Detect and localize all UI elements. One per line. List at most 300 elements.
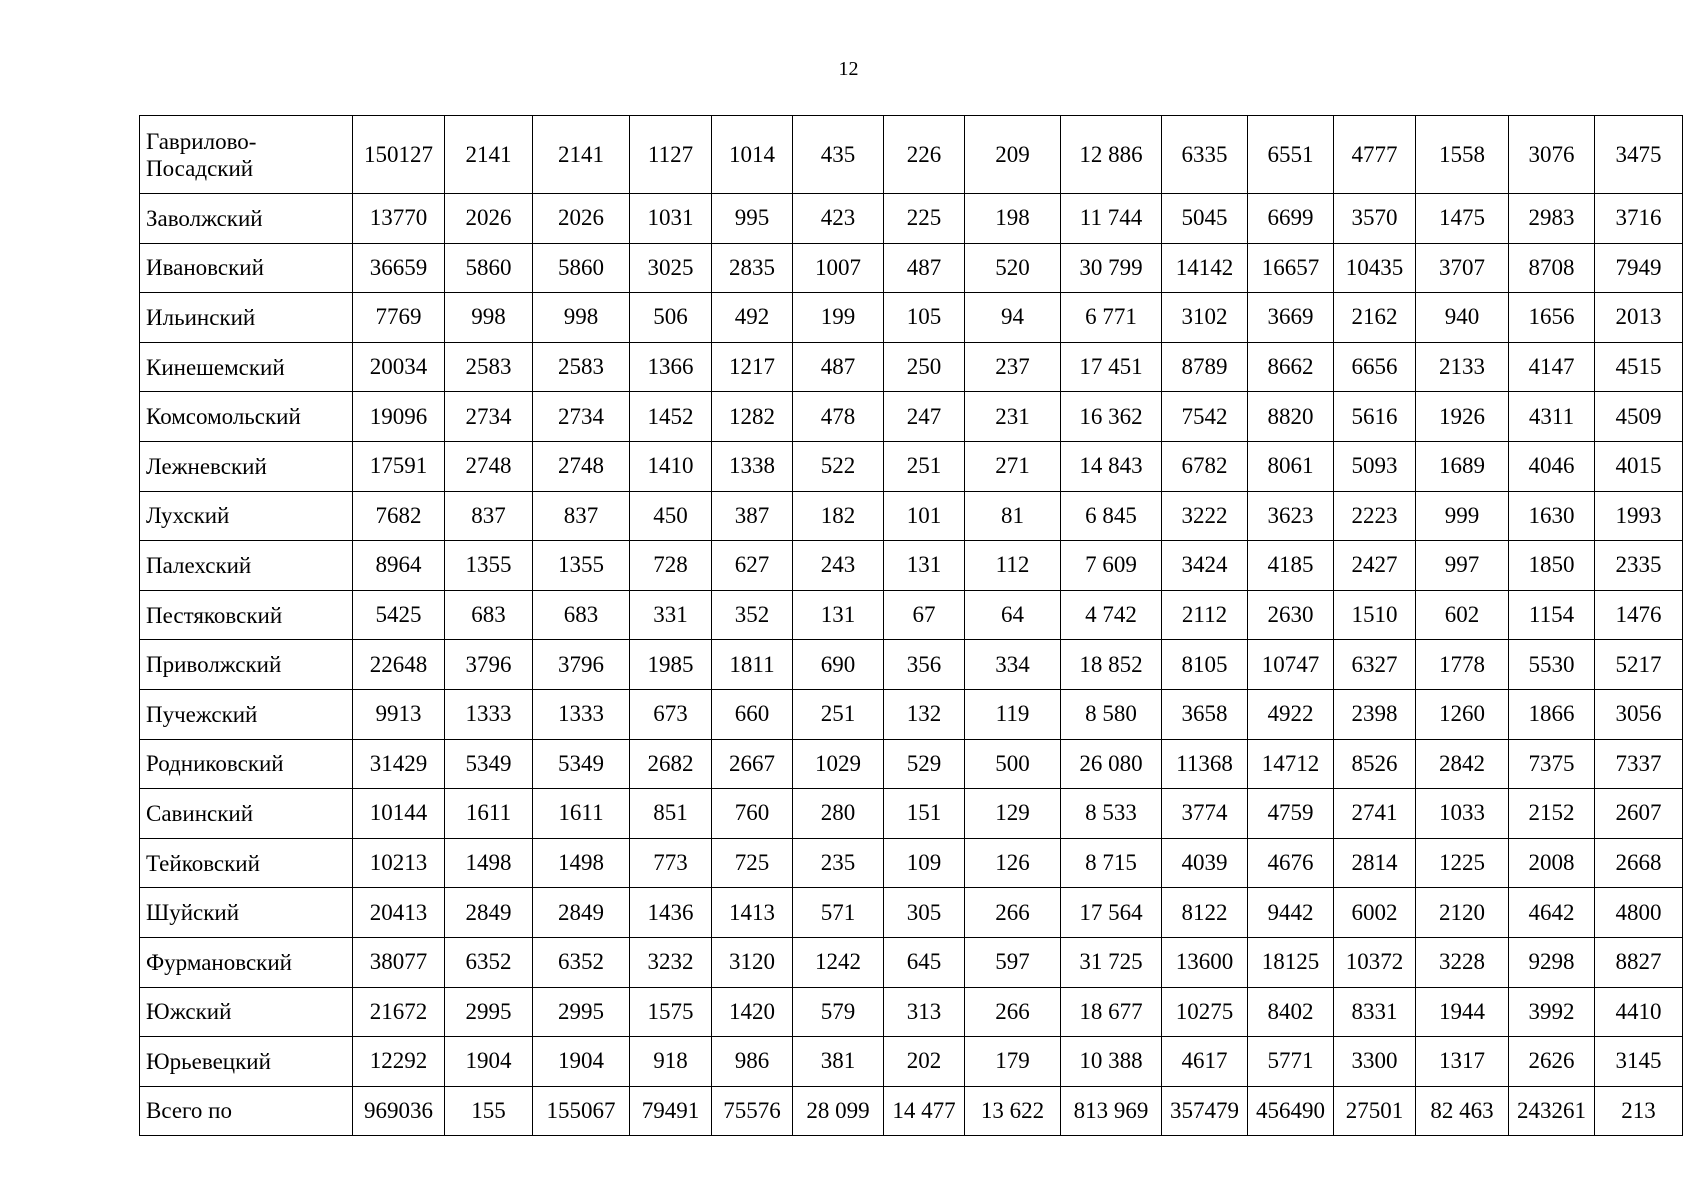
value-cell: 16657 [1248,243,1334,293]
value-cell: 2849 [445,888,533,938]
value-cell: 4759 [1248,789,1334,839]
value-cell: 1031 [630,194,712,244]
table-row [140,838,1683,888]
value-cell: 21672 [353,987,445,1037]
value-cell: 995 [712,194,793,244]
value-cell: 1575 [630,987,712,1037]
value-cell: 2667 [712,739,793,789]
value-cell: 969036 [353,1086,445,1136]
value-cell: 918 [630,1037,712,1087]
value-cell: 1944 [1416,987,1509,1037]
value-cell: 11 744 [1061,194,1162,244]
value-cell: 334 [965,640,1061,690]
value-cell: 119 [965,689,1061,739]
value-cell: 1611 [533,789,630,839]
value-cell: 2008 [1509,838,1595,888]
table-row [140,541,1683,591]
value-cell: 18 677 [1061,987,1162,1037]
value-cell: 352 [712,590,793,640]
value-cell: 6551 [1248,116,1334,194]
value-cell: 2583 [445,342,533,392]
value-cell: 3669 [1248,293,1334,343]
value-cell: 8 533 [1061,789,1162,839]
value-cell: 82 463 [1416,1086,1509,1136]
value-cell: 2668 [1595,838,1683,888]
value-cell: 940 [1416,293,1509,343]
value-cell: 14 843 [1061,441,1162,491]
value-cell: 8 715 [1061,838,1162,888]
value-cell: 3716 [1595,194,1683,244]
value-cell: 151 [884,789,965,839]
value-cell: 2748 [533,441,630,491]
value-cell: 1498 [445,838,533,888]
district-name-cell: Родниковский [140,739,353,789]
district-name-cell: Ильинский [140,293,353,343]
value-cell: 690 [793,640,884,690]
value-cell: 5860 [445,243,533,293]
value-cell: 8789 [1162,342,1248,392]
value-cell: 10144 [353,789,445,839]
value-cell: 8331 [1334,987,1416,1037]
value-cell: 27501 [1334,1086,1416,1136]
value-cell: 7337 [1595,739,1683,789]
value-cell: 1866 [1509,689,1595,739]
value-cell: 2152 [1509,789,1595,839]
value-cell: 10275 [1162,987,1248,1037]
value-cell: 3992 [1509,987,1595,1037]
value-cell: 571 [793,888,884,938]
value-cell: 597 [965,937,1061,987]
value-cell: 247 [884,392,965,442]
value-cell: 112 [965,541,1061,591]
value-cell: 3424 [1162,541,1248,591]
table-row [140,1037,1683,1087]
value-cell: 3658 [1162,689,1248,739]
value-cell: 101 [884,491,965,541]
value-cell: 1355 [533,541,630,591]
value-cell: 1420 [712,987,793,1037]
value-cell: 1778 [1416,640,1509,690]
value-cell: 1242 [793,937,884,987]
value-cell: 1811 [712,640,793,690]
value-cell: 3796 [445,640,533,690]
value-cell: 1355 [445,541,533,591]
value-cell: 760 [712,789,793,839]
value-cell: 132 [884,689,965,739]
value-cell: 1985 [630,640,712,690]
value-cell: 2835 [712,243,793,293]
value-cell: 5349 [445,739,533,789]
value-cell: 2427 [1334,541,1416,591]
value-cell: 2583 [533,342,630,392]
value-cell: 226 [884,116,965,194]
value-cell: 4800 [1595,888,1683,938]
value-cell: 1498 [533,838,630,888]
value-cell: 13 622 [965,1086,1061,1136]
value-cell: 1029 [793,739,884,789]
value-cell: 8827 [1595,937,1683,987]
value-cell: 126 [965,838,1061,888]
value-cell: 5860 [533,243,630,293]
value-cell: 17 564 [1061,888,1162,938]
value-cell: 387 [712,491,793,541]
value-cell: 13600 [1162,937,1248,987]
value-cell: 1282 [712,392,793,442]
value-cell: 231 [965,392,1061,442]
value-cell: 7375 [1509,739,1595,789]
value-cell: 155 [445,1086,533,1136]
value-cell: 4015 [1595,441,1683,491]
table-row [140,194,1683,244]
value-cell: 5616 [1334,392,1416,442]
value-cell: 851 [630,789,712,839]
value-cell: 1127 [630,116,712,194]
value-cell: 250 [884,342,965,392]
value-cell: 3300 [1334,1037,1416,1087]
value-cell: 6 771 [1061,293,1162,343]
value-cell: 673 [630,689,712,739]
value-cell: 2026 [445,194,533,244]
value-cell: 3707 [1416,243,1509,293]
value-cell: 237 [965,342,1061,392]
value-cell: 8105 [1162,640,1248,690]
value-cell: 3475 [1595,116,1683,194]
value-cell: 6002 [1334,888,1416,938]
value-cell: 5093 [1334,441,1416,491]
value-cell: 280 [793,789,884,839]
value-cell: 14 477 [884,1086,965,1136]
value-cell: 94 [965,293,1061,343]
value-cell: 506 [630,293,712,343]
value-cell: 356 [884,640,965,690]
value-cell: 627 [712,541,793,591]
value-cell: 3232 [630,937,712,987]
value-cell: 1333 [445,689,533,739]
value-cell: 725 [712,838,793,888]
value-cell: 331 [630,590,712,640]
value-cell: 9913 [353,689,445,739]
value-cell: 109 [884,838,965,888]
value-cell: 7769 [353,293,445,343]
value-cell: 1656 [1509,293,1595,343]
value-cell: 683 [445,590,533,640]
table-row [140,243,1683,293]
value-cell: 3570 [1334,194,1416,244]
value-cell: 998 [533,293,630,343]
value-cell: 4617 [1162,1037,1248,1087]
value-cell: 660 [712,689,793,739]
value-cell: 4509 [1595,392,1683,442]
table-row [140,116,1683,194]
value-cell: 131 [793,590,884,640]
value-cell: 2814 [1334,838,1416,888]
district-name-cell: Пучежский [140,689,353,739]
value-cell: 1217 [712,342,793,392]
value-cell: 487 [793,342,884,392]
value-cell: 2133 [1416,342,1509,392]
value-cell: 7949 [1595,243,1683,293]
value-cell: 1410 [630,441,712,491]
value-cell: 19096 [353,392,445,442]
value-cell: 10747 [1248,640,1334,690]
value-cell: 645 [884,937,965,987]
value-cell: 1260 [1416,689,1509,739]
value-cell: 31429 [353,739,445,789]
value-cell: 235 [793,838,884,888]
value-cell: 2682 [630,739,712,789]
table-row [140,987,1683,1037]
value-cell: 14142 [1162,243,1248,293]
value-cell: 1510 [1334,590,1416,640]
value-cell: 8402 [1248,987,1334,1037]
value-cell: 3774 [1162,789,1248,839]
value-cell: 179 [965,1037,1061,1087]
value-cell: 1225 [1416,838,1509,888]
value-cell: 6352 [533,937,630,987]
value-cell: 6327 [1334,640,1416,690]
value-cell: 2748 [445,441,533,491]
district-name-cell: Заволжский [140,194,353,244]
value-cell: 5771 [1248,1037,1334,1087]
district-name-cell: Кинешемский [140,342,353,392]
value-cell: 492 [712,293,793,343]
table-row [140,342,1683,392]
value-cell: 5349 [533,739,630,789]
value-cell: 4777 [1334,116,1416,194]
value-cell: 202 [884,1037,965,1087]
value-cell: 6335 [1162,116,1248,194]
value-cell: 6699 [1248,194,1334,244]
value-cell: 2995 [445,987,533,1037]
value-cell: 381 [793,1037,884,1087]
value-cell: 2398 [1334,689,1416,739]
value-cell: 150127 [353,116,445,194]
value-cell: 22648 [353,640,445,690]
value-cell: 8526 [1334,739,1416,789]
value-cell: 4410 [1595,987,1683,1037]
value-cell: 602 [1416,590,1509,640]
value-cell: 4185 [1248,541,1334,591]
table-row [140,789,1683,839]
value-cell: 7 609 [1061,541,1162,591]
value-cell: 4311 [1509,392,1595,442]
value-cell: 3102 [1162,293,1248,343]
table-row [140,739,1683,789]
value-cell: 1558 [1416,116,1509,194]
value-cell: 579 [793,987,884,1037]
value-cell: 1452 [630,392,712,442]
value-cell: 5045 [1162,194,1248,244]
value-cell: 18125 [1248,937,1334,987]
value-cell: 155067 [533,1086,630,1136]
value-cell: 1033 [1416,789,1509,839]
table-body [140,116,1683,1136]
value-cell: 4046 [1509,441,1595,491]
value-cell: 11368 [1162,739,1248,789]
value-cell: 423 [793,194,884,244]
value-cell: 6782 [1162,441,1248,491]
value-cell: 131 [884,541,965,591]
value-cell: 2734 [445,392,533,442]
value-cell: 199 [793,293,884,343]
district-name-cell: Приволжский [140,640,353,690]
value-cell: 813 969 [1061,1086,1162,1136]
value-cell: 12292 [353,1037,445,1087]
value-cell: 1338 [712,441,793,491]
value-cell: 6 845 [1061,491,1162,541]
value-cell: 1333 [533,689,630,739]
value-cell: 3228 [1416,937,1509,987]
value-cell: 1366 [630,342,712,392]
value-cell: 8662 [1248,342,1334,392]
value-cell: 105 [884,293,965,343]
value-cell: 522 [793,441,884,491]
value-cell: 18 852 [1061,640,1162,690]
table-row [140,888,1683,938]
value-cell: 16 362 [1061,392,1162,442]
district-name-cell: Лежневский [140,441,353,491]
value-cell: 3120 [712,937,793,987]
value-cell: 1436 [630,888,712,938]
value-cell: 266 [965,987,1061,1037]
value-cell: 3623 [1248,491,1334,541]
value-cell: 5425 [353,590,445,640]
value-cell: 435 [793,116,884,194]
district-name-cell: Южский [140,987,353,1037]
value-cell: 8708 [1509,243,1595,293]
value-cell: 357479 [1162,1086,1248,1136]
table-row [140,392,1683,442]
value-cell: 38077 [353,937,445,987]
value-cell: 2734 [533,392,630,442]
value-cell: 67 [884,590,965,640]
table-row [140,689,1683,739]
value-cell: 2026 [533,194,630,244]
table-row [140,640,1683,690]
district-name-cell: Савинский [140,789,353,839]
district-name-cell: Лухский [140,491,353,541]
value-cell: 529 [884,739,965,789]
value-cell: 1611 [445,789,533,839]
value-cell: 8964 [353,541,445,591]
value-cell: 28 099 [793,1086,884,1136]
table-row [140,491,1683,541]
value-cell: 520 [965,243,1061,293]
value-cell: 6352 [445,937,533,987]
value-cell: 2162 [1334,293,1416,343]
value-cell: 17591 [353,441,445,491]
value-cell: 30 799 [1061,243,1162,293]
value-cell: 997 [1416,541,1509,591]
value-cell: 31 725 [1061,937,1162,987]
value-cell: 2741 [1334,789,1416,839]
value-cell: 837 [533,491,630,541]
value-cell: 2120 [1416,888,1509,938]
value-cell: 4039 [1162,838,1248,888]
value-cell: 837 [445,491,533,541]
value-cell: 2983 [1509,194,1595,244]
table-row [140,590,1683,640]
value-cell: 3796 [533,640,630,690]
value-cell: 728 [630,541,712,591]
value-cell: 4 742 [1061,590,1162,640]
value-cell: 271 [965,441,1061,491]
table-row [140,937,1683,987]
value-cell: 1154 [1509,590,1595,640]
value-cell: 251 [793,689,884,739]
value-cell: 9442 [1248,888,1334,938]
value-cell: 213 [1595,1086,1683,1136]
district-name-cell: Тейковский [140,838,353,888]
value-cell: 209 [965,116,1061,194]
value-cell: 225 [884,194,965,244]
table-row [140,441,1683,491]
value-cell: 478 [793,392,884,442]
value-cell: 4515 [1595,342,1683,392]
value-cell: 305 [884,888,965,938]
district-name-cell: Юрьевецкий [140,1037,353,1087]
value-cell: 2995 [533,987,630,1037]
value-cell: 487 [884,243,965,293]
value-cell: 500 [965,739,1061,789]
value-cell: 8820 [1248,392,1334,442]
value-cell: 9298 [1509,937,1595,987]
value-cell: 2626 [1509,1037,1595,1087]
value-cell: 13770 [353,194,445,244]
value-cell: 4676 [1248,838,1334,888]
value-cell: 4642 [1509,888,1595,938]
value-cell: 243 [793,541,884,591]
value-cell: 2842 [1416,739,1509,789]
value-cell: 3025 [630,243,712,293]
value-cell: 1904 [533,1037,630,1087]
value-cell: 3076 [1509,116,1595,194]
value-cell: 2335 [1595,541,1683,591]
value-cell: 3145 [1595,1037,1683,1087]
value-cell: 7542 [1162,392,1248,442]
value-cell: 5530 [1509,640,1595,690]
value-cell: 4922 [1248,689,1334,739]
value-cell: 182 [793,491,884,541]
value-cell: 1926 [1416,392,1509,442]
value-cell: 20034 [353,342,445,392]
value-cell: 14712 [1248,739,1334,789]
value-cell: 7682 [353,491,445,541]
district-name-cell: Шуйский [140,888,353,938]
value-cell: 1850 [1509,541,1595,591]
district-name-cell: Пестяковский [140,590,353,640]
page-number: 12 [838,58,859,80]
value-cell: 998 [445,293,533,343]
value-cell: 2013 [1595,293,1683,343]
value-cell: 2141 [445,116,533,194]
value-cell: 2223 [1334,491,1416,541]
value-cell: 1317 [1416,1037,1509,1087]
value-cell: 2607 [1595,789,1683,839]
value-cell: 1413 [712,888,793,938]
value-cell: 1904 [445,1037,533,1087]
value-cell: 1689 [1416,441,1509,491]
value-cell: 10435 [1334,243,1416,293]
value-cell: 8122 [1162,888,1248,938]
value-cell: 79491 [630,1086,712,1136]
value-cell: 2141 [533,116,630,194]
value-cell: 17 451 [1061,342,1162,392]
value-cell: 450 [630,491,712,541]
value-cell: 3056 [1595,689,1683,739]
value-cell: 5217 [1595,640,1683,690]
value-cell: 198 [965,194,1061,244]
